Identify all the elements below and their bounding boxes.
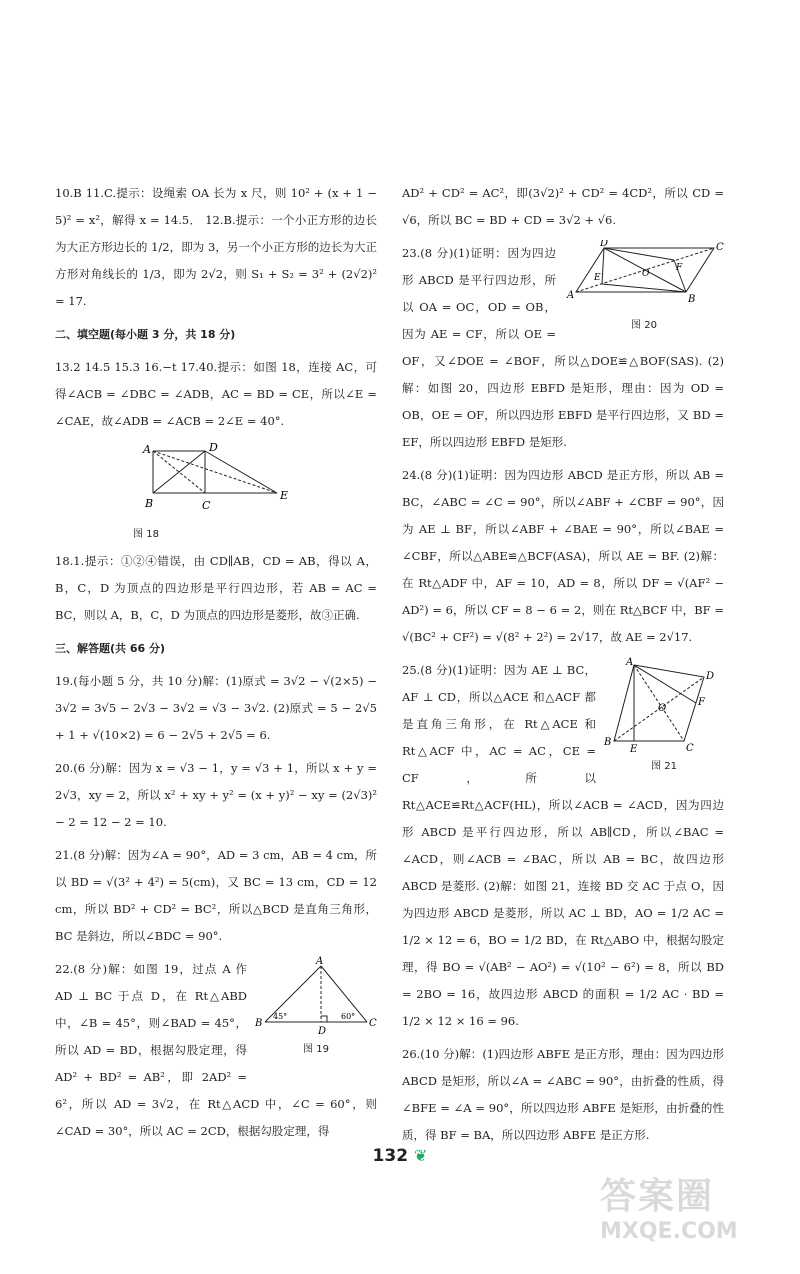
- fig19-label-a: A: [316, 956, 324, 967]
- fig20-label-a: A: [567, 290, 575, 301]
- answer-22-continued: AD² + CD² = AC²，即(3√2)² + CD² = 4CD²，所以 CD = √6，所以 BC = BD + CD = 3√2 + √6.: [402, 186, 724, 227]
- figure-21-caption: 图 21: [651, 761, 677, 772]
- fig19-label-b: B: [255, 1018, 263, 1029]
- fig20-label-d: D: [600, 240, 609, 249]
- watermark-logo: 答案圈: [600, 1176, 715, 1217]
- fig21-label-o: O: [658, 703, 667, 714]
- answer-19: 19.(每小题 5 分，共 10 分)解：(1)原式 = 3√2 − √(2×5) − 3√2 = 3√5 − 2√3 − 3√2 = √3 − 3√2. (2)原式 = 5 − 2√5 + 1 + √(10×2) = 6 − 2√5 + 2√5 = 6.: [55, 674, 377, 742]
- fig18-label-b: B: [145, 497, 154, 510]
- figure-18-diagram: [55, 441, 377, 521]
- fig19-angle-b: 45°: [273, 1012, 288, 1021]
- fig21-label-c: C: [686, 743, 694, 753]
- answer-22: 22.(8 分)解：如图 19，过点 A 作 AD ⊥ BC 于点 D，在 Rt△ABD 中，∠B = 45°，则∠BAD = 45°，所以 AD = BD，根据勾股定理，得 AD² + BD² = AB²，即 2AD² = 6²，所以 AD = 3√2，在 Rt△ACD 中，∠C = 60°，则∠CAD = 30°，所以 AC = 2CD，根据勾股定理，得: [55, 962, 377, 1138]
- figure-21-diagram: [604, 657, 724, 753]
- figure-19-diagram: [255, 956, 377, 1036]
- figure-19: [255, 956, 377, 1063]
- answer-20: 20.(6 分)解：因为 x = √3 − 1，y = √3 + 1，所以 x + y = 2√3，xy = 2，所以 x² + xy + y² = (x + y)² − xy = (2√3)² − 2 = 12 − 2 = 10.: [55, 761, 377, 829]
- answer-26: 26.(10 分)解：(1)四边形 ABFE 是正方形，理由：因为四边形 ABCD 是矩形，所以∠A = ∠ABC = 90°，由折叠的性质，得∠BFE = ∠A = 90°，所以四边形 ABFE 是矩形，由折叠的性质，得 BF = BA，所以四边形 ABFE 是正方形.: [402, 1047, 724, 1142]
- figure-20-caption: 图 20: [631, 320, 657, 331]
- figure-19-caption: 图 19: [303, 1044, 329, 1055]
- fig21-label-b: B: [604, 737, 612, 748]
- section-solutions-heading: 三、解答题(共 66 分): [55, 642, 166, 655]
- fig19-label-d: D: [318, 1026, 327, 1036]
- page-footer: [0, 1146, 800, 1166]
- fig20-label-e: E: [594, 273, 601, 283]
- answer-13-17: 13.2 14.5 15.3 16.−t 17.40.提示：如图 18，连接 AC，可得∠ACB = ∠DBC = ∠ADB，AC = BD = CE，所以∠E = ∠CAE，故∠ADB = ∠ACB = 2∠E = 40°.: [55, 360, 377, 428]
- fig18-label-a: A: [143, 443, 151, 456]
- fig19-angle-c: 60°: [341, 1012, 356, 1021]
- figure-18-caption: 图 18: [133, 529, 159, 540]
- fig21-label-e: E: [630, 744, 638, 753]
- leaf-ornament-icon: ❦: [414, 1146, 428, 1165]
- fig18-label-d: D: [209, 441, 218, 454]
- fig21-label-a: A: [626, 657, 634, 668]
- left-column: [55, 180, 377, 1151]
- answer-23: 23.(8 分)(1)证明：因为四边形 ABCD 是平行四边形，所以 OA = OC，OD = OB，因为 AE = CF，所以 OE = OF，又∠DOE = ∠BOF，所以△DOE≌△BOF(SAS). (2)解：如图 20，四边形 EBFD 是矩形，理由：因为 OD = OB，OE = OF，所以四边形 EBFD 是平行四边形，又 BD = EF，所以四边形 EBFD 是矩形.: [402, 246, 724, 449]
- watermark-url: MXQE.COM: [600, 1219, 738, 1244]
- figure-18: [55, 441, 377, 548]
- fig18-label-c: C: [202, 499, 211, 512]
- fig21-label-f: F: [698, 697, 705, 708]
- fig20-label-b: B: [688, 294, 696, 305]
- fig20-label-f: F: [676, 263, 683, 273]
- section-fill-blank-heading: 二、填空题(每小题 3 分，共 18 分): [55, 328, 236, 341]
- answer-24: 24.(8 分)(1)证明：因为四边形 ABCD 是正方形，所以 AB = BC，∠ABC = ∠C = 90°，所以∠ABF + ∠CBF = 90°，因为 AE ⊥ BF，所以∠ABF + ∠BAE = 90°，所以∠BAE = ∠CBF，所以△ABE≌△BCF(ASA)，所以 AE = BF. (2)解：在 Rt△ADF 中，AF = 10，AD = 8，所以 DF = √(AF² − AD²) = 6，所以 CF = 8 − 6 = 2，则在 Rt△BCF 中，BF = √(BC² + CF²) = √(8² + 2²) = 2√17，故 AE = 2√17.: [402, 468, 724, 644]
- fig20-label-o: O: [642, 269, 650, 279]
- answer-21: 21.(8 分)解：因为∠A = 90°，AD = 3 cm，AB = 4 cm，所以 BD = √(3² + 4²) = 5(cm)，又 BC = 13 cm，CD = 12 cm，所以 BD² + CD² = BC²，所以△BCD 是直角三角形，BC 是斜边，所以∠BDC = 90°.: [55, 848, 377, 943]
- figure-20-diagram: [564, 240, 724, 312]
- figure-21: [604, 657, 724, 780]
- fig18-label-e: E: [280, 489, 289, 502]
- watermark: [600, 1168, 770, 1268]
- right-column: [402, 180, 724, 1155]
- figure-20: [564, 240, 724, 339]
- fig19-label-c: C: [369, 1018, 377, 1029]
- fig20-label-c: C: [716, 242, 724, 253]
- page-number: 132: [372, 1146, 409, 1166]
- answer-18: 18.1.提示：①②④错误，由 CD∥AB，CD = AB，得以 A，B，C，D 为顶点的四边形是平行四边形，若 AB = AC = BC，则以 A，B，C，D 为顶点的四边形是菱形，故③正确.: [55, 554, 377, 622]
- answer-25: 25.(8 分)(1)证明：因为 AE ⊥ BC，AF ⊥ CD，所以△ACE 和△ACF 都是直角三角形，在 Rt△ACE 和 Rt△ACF 中，AC = AC，CE = CF，所以 Rt△ACE≌Rt△ACF(HL)，所以∠ACB = ∠ACD，因为四边形 ABCD 是平行四边形，所以 AB∥CD，所以∠BAC = ∠ACD，则∠ACB = ∠BAC，所以 AB = BC，故四边形 ABCD 是菱形. (2)解：如图 21，连接 BD 交 AC 于点 O，因为四边形 ABCD 是菱形，所以 AC ⊥ BD，AO = 1/2 AC = 1/2 × 12 = 6，BO = 1/2 BD，在 Rt△ABO 中，根据勾股定理，得 BO = √(AB² − AO²) = √(10² − 6²) = 8，所以 BD = 2BO = 16，故四边形 ABCD 的面积 = 1/2 AC · BD = 1/2 × 12 × 16 = 96.: [402, 663, 724, 1028]
- fig21-label-d: D: [706, 671, 715, 682]
- answer-10-12: 10.B 11.C.提示：设绳索 OA 长为 x 尺，则 10² + (x + 1 − 5)² = x²，解得 x = 14.5． 12.B.提示：一个小正方形的边长为大正方形边长的 1/2，即为 3，另一个小正方形的边长为大正方形对角线长的 1/3，即为 2√2，则 S₁ + S₂ = 3² + (2√2)² = 17.: [55, 186, 377, 308]
